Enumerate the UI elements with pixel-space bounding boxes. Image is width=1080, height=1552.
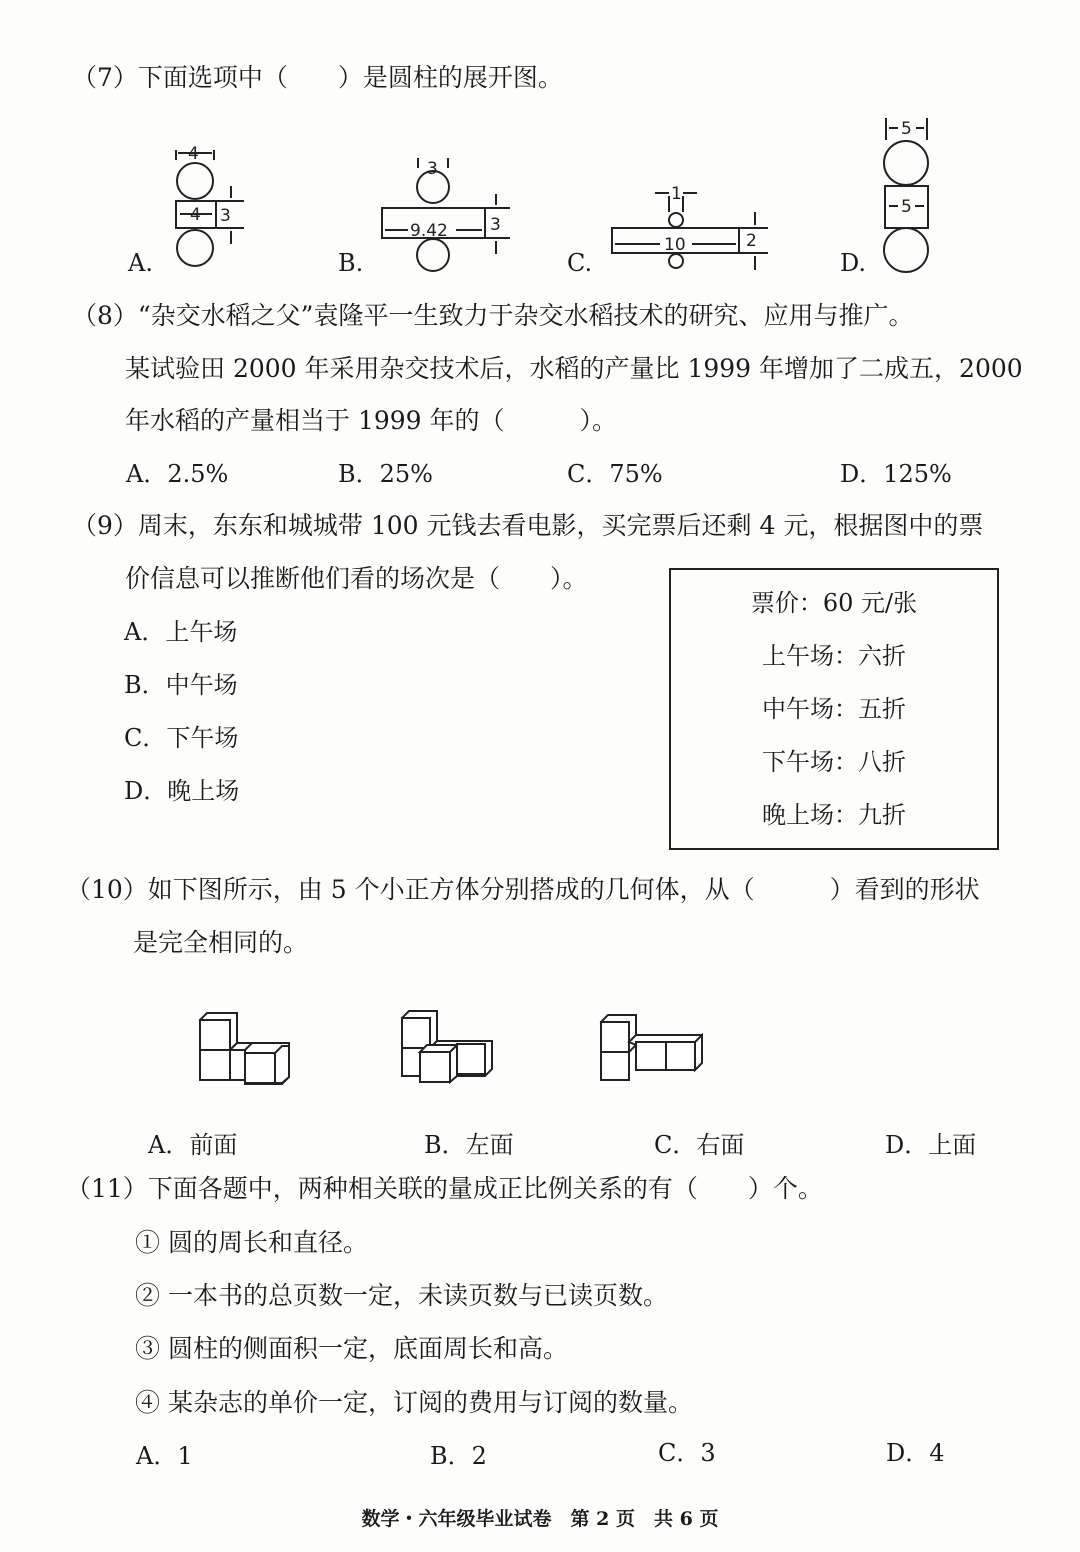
q7-option-a[interactable]: A. xyxy=(128,249,153,277)
q11-item-4: ④ 某杂志的单价一定，订阅的费用与订阅的数量。 xyxy=(135,1388,693,1417)
q7-option-c[interactable]: C. xyxy=(567,249,593,277)
cube-figure-1 xyxy=(200,1013,289,1084)
q9-option-c[interactable]: C．下午场 xyxy=(124,724,239,752)
q8-stem-line3: 年水稻的产量相当于 1999 年的（ ）。 xyxy=(125,406,618,435)
fig-d-top: 5 xyxy=(901,119,912,139)
q10-option-b[interactable]: B．左面 xyxy=(424,1131,514,1159)
fig-a-side: 3 xyxy=(220,206,231,226)
q8-option-c[interactable]: C．75% xyxy=(567,460,663,488)
q8-stem-line1: （8）“杂交水稻之父”袁隆平一生致力于杂交水稻技术的研究、应用与推广。 xyxy=(72,301,914,330)
q11-item-3: ③ 圆柱的侧面积一定，底面周长和高。 xyxy=(135,1334,568,1363)
fig-c-mid: 10 xyxy=(664,235,686,255)
q7-option-d[interactable]: D. xyxy=(840,249,867,277)
cube-figure-3 xyxy=(601,1015,702,1080)
price-evening: 晚上场：九折 xyxy=(762,801,906,829)
fig-d-mid: 5 xyxy=(901,197,912,217)
q7-stem: （7）下面选项中（ ）是圆柱的展开图。 xyxy=(72,63,563,92)
fig-b-side: 3 xyxy=(490,215,501,235)
q10-option-d[interactable]: D．上面 xyxy=(885,1131,977,1159)
fig-b-top: 3 xyxy=(427,159,438,179)
q10-option-c[interactable]: C．右面 xyxy=(654,1131,745,1159)
q11-option-a[interactable]: A．1 xyxy=(136,1442,193,1470)
fig-c-top: 1 xyxy=(671,184,682,204)
q8-option-a[interactable]: A．2.5% xyxy=(126,460,229,488)
price-noon: 中午场：五折 xyxy=(762,695,906,723)
q8-option-d[interactable]: D．125% xyxy=(840,460,952,488)
page-footer: 数学・六年级毕业试卷 第 2 页 共 6 页 xyxy=(361,1508,719,1530)
fig-a-net xyxy=(176,150,244,266)
price-morning: 上午场：六折 xyxy=(762,642,906,670)
q8-option-b[interactable]: B．25% xyxy=(338,460,433,488)
q10-cube-figures xyxy=(0,1000,1080,1100)
fig-a-top: 4 xyxy=(188,144,199,164)
q11-item-1: ① 圆的周长和直径。 xyxy=(135,1228,368,1257)
cube-figure-2 xyxy=(402,1011,492,1082)
fig-c-net xyxy=(612,193,768,270)
fig-a-mid: 4 xyxy=(190,205,201,225)
price-afternoon: 下午场：八折 xyxy=(762,748,906,776)
fig-b-mid: 9.42 xyxy=(410,221,448,241)
ticket-price-box xyxy=(669,568,999,850)
q10-stem-line2: 是完全相同的。 xyxy=(133,928,309,957)
fig-d-net xyxy=(884,118,928,272)
q9-stem-line1: （9）周末，东东和城城带 100 元钱去看电影，买完票后还剩 4 元，根据图中的票 xyxy=(72,511,984,540)
q10-option-a[interactable]: A．前面 xyxy=(148,1131,238,1159)
q9-option-d[interactable]: D．晚上场 xyxy=(124,777,240,805)
q9-stem-line2: 价信息可以推断他们看的场次是（ ）。 xyxy=(125,564,588,593)
q11-option-c[interactable]: C．3 xyxy=(658,1439,716,1467)
q11-item-2: ② 一本书的总页数一定，未读页数与已读页数。 xyxy=(135,1281,668,1310)
q11-option-b[interactable]: B．2 xyxy=(430,1442,487,1470)
q11-option-d[interactable]: D．4 xyxy=(886,1439,945,1467)
fig-c-side: 2 xyxy=(746,231,757,251)
q7-option-b[interactable]: B. xyxy=(338,249,364,277)
q11-stem: （11）下面各题中，两种相关联的量成正比例关系的有（ ）个。 xyxy=(66,1174,823,1203)
q7-figures xyxy=(0,100,1080,285)
ticket-price: 票价：60 元/张 xyxy=(750,589,918,617)
q10-stem-line1: （10）如下图所示，由 5 个小正方体分别搭成的几何体，从（ ）看到的形状 xyxy=(66,875,980,904)
q9-option-b[interactable]: B．中午场 xyxy=(124,671,238,699)
q8-stem-line2: 某试验田 2000 年采用杂交技术后，水稻的产量比 1999 年增加了二成五，2000 xyxy=(125,354,1023,383)
q9-option-a[interactable]: A．上午场 xyxy=(124,618,238,646)
